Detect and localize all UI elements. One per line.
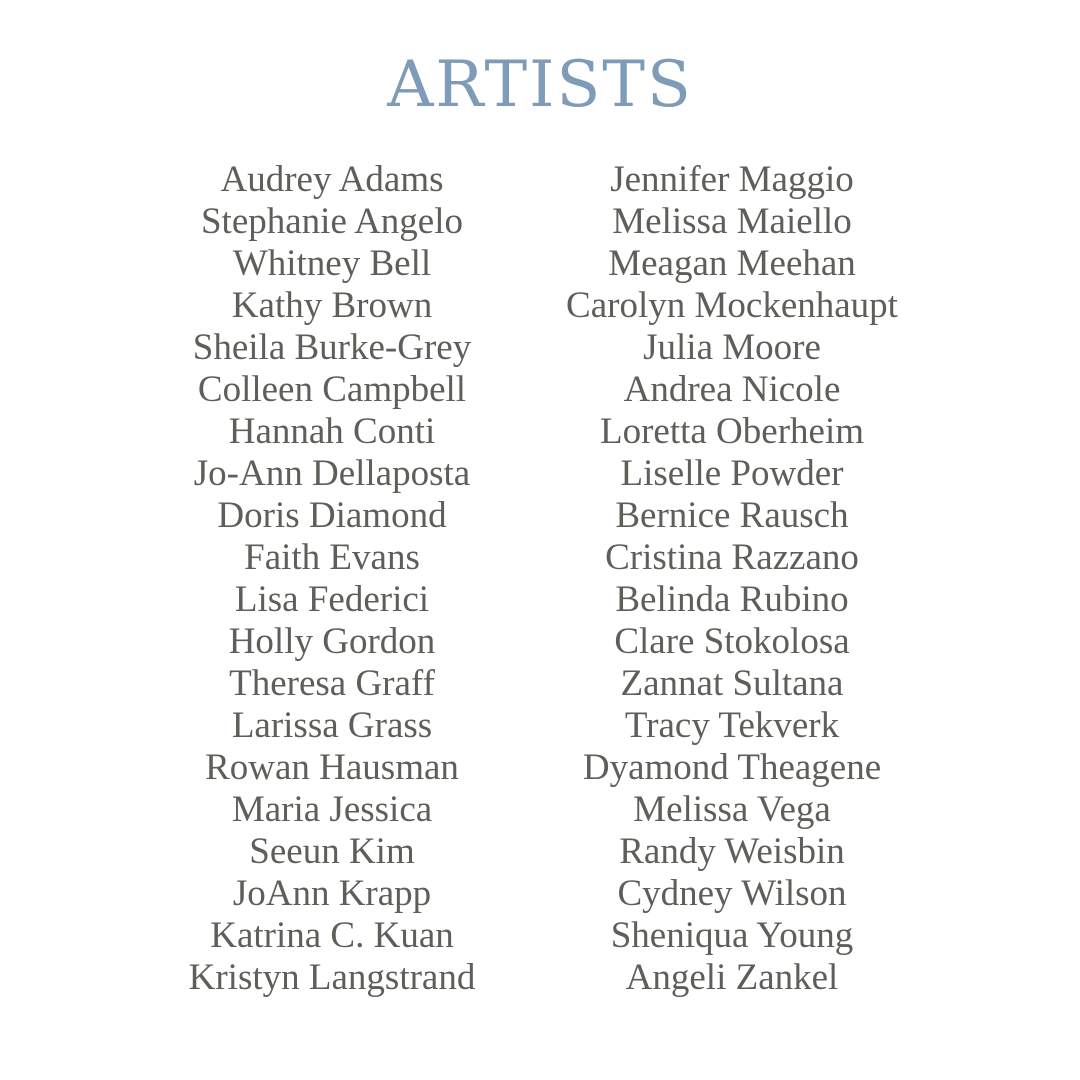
artist-name: Katrina C. Kuan (210, 915, 454, 956)
artist-name: Jo-Ann Dellaposta (193, 453, 471, 494)
artist-list-left (132, 159, 532, 999)
artist-name: Lisa Federici (234, 579, 430, 620)
artist-name: Colleen Campbell (197, 369, 467, 410)
artist-name: Julia Moore (643, 327, 821, 368)
artist-name: Cydney Wilson (617, 873, 847, 914)
artist-name: Dyamond Theagene (582, 747, 882, 788)
artist-name: Melissa Maiello (612, 201, 852, 242)
artist-name: Kathy Brown (231, 285, 433, 326)
artist-list-right (532, 159, 932, 999)
artist-name: Rowan Hausman (205, 747, 459, 788)
artist-name: Liselle Powder (620, 453, 844, 494)
artist-name: Kristyn Langstrand (188, 957, 476, 998)
artist-name: Cristina Razzano (605, 537, 859, 578)
artist-name: Loretta Oberheim (599, 411, 865, 452)
artist-name: Stephanie Angelo (200, 201, 464, 242)
artist-name: Larissa Grass (231, 705, 433, 746)
artist-name: Meagan Meehan (608, 243, 856, 284)
artist-name: Holly Gordon (228, 621, 436, 662)
artist-name: Carolyn Mockenhaupt (566, 285, 898, 326)
artist-name: Jennifer Maggio (610, 159, 854, 200)
artist-name: Zannat Sultana (620, 663, 844, 704)
artist-name: Belinda Rubino (615, 579, 849, 620)
artist-name: Randy Weisbin (619, 831, 845, 872)
artist-name: Sheniqua Young (610, 915, 854, 956)
artist-name: Whitney Bell (232, 243, 432, 284)
artist-name: Tracy Tekverk (624, 705, 840, 746)
artist-name: Maria Jessica (231, 789, 433, 830)
artist-name: Clare Stokolosa (614, 621, 850, 662)
artist-name: Sheila Burke-Grey (192, 327, 472, 368)
artist-name: Melissa Vega (633, 789, 831, 830)
artist-name: Faith Evans (244, 537, 420, 578)
page-title: ARTISTS (387, 48, 693, 122)
artist-name: Hannah Conti (228, 411, 436, 452)
artist-name: Theresa Graff (229, 663, 435, 704)
artist-name: Seeun Kim (249, 831, 415, 872)
artist-name: Bernice Rausch (615, 495, 849, 536)
artist-name: Angeli Zankel (625, 957, 839, 998)
artist-name: Doris Diamond (217, 495, 447, 536)
artist-name: Andrea Nicole (623, 369, 841, 410)
artist-name: Audrey Adams (220, 159, 444, 200)
artist-name: JoAnn Krapp (232, 873, 432, 914)
